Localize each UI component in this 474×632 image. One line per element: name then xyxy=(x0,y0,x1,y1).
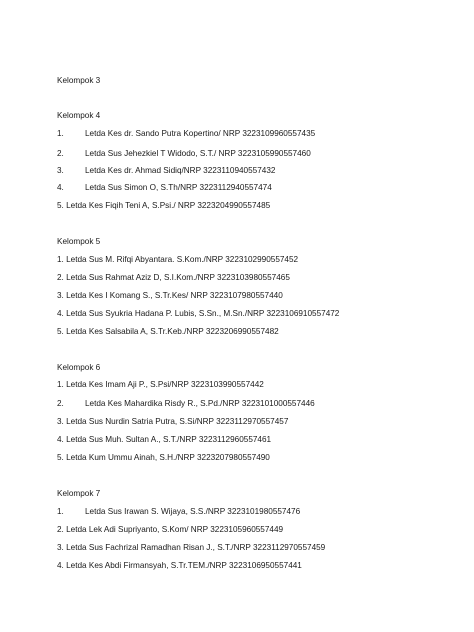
member-number: 4. xyxy=(57,183,64,192)
group-heading: Kelompok 3 xyxy=(57,76,101,85)
member-entry: 2. Letda Lek Adi Supriyanto, S.Kom/ NRP 3223105960557449 xyxy=(57,525,284,534)
member-entry: Letda Kes dr. Sando Putra Kopertino/ NRP 3223109960557435 xyxy=(85,129,316,138)
member-number: 3. xyxy=(57,166,64,175)
member-entry: 3. Letda Sus Fachrizal Ramadhan Risan J., S.T./NRP 3223112970557459 xyxy=(57,543,326,552)
member-entry: 1. Letda Kes Imam Aji P., S.Psi/NRP 3223103990557442 xyxy=(57,380,264,389)
member-entry: 4. Letda Sus Muh. Sultan A., S.T./NRP 3223112960557461 xyxy=(57,435,272,444)
member-number: 2. xyxy=(57,149,64,158)
member-number: 2. xyxy=(57,399,64,408)
member-number: 1. xyxy=(57,507,64,516)
group-heading: Kelompok 4 xyxy=(57,111,101,120)
member-entry: Letda Kes Mahardika Risdy R., S.Pd./NRP 3223101000557446 xyxy=(85,399,315,408)
member-entry: Letda Kes dr. Ahmad Sidiq/NRP 3223110940557432 xyxy=(85,166,276,175)
member-entry: Letda Sus Jehezkiel T Widodo, S.T./ NRP 3223105990557460 xyxy=(85,149,311,158)
group-heading: Kelompok 6 xyxy=(57,363,101,372)
member-entry: 4. Letda Sus Syukria Hadana P. Lubis, S.Sn., M.Sn./NRP 3223106910557472 xyxy=(57,309,340,318)
member-entry: Letda Sus Simon O, S.Th/NRP 3223112940557474 xyxy=(85,183,272,192)
member-entry: 5. Letda Kum Ummu Ainah, S.H./NRP 3223207980557490 xyxy=(57,453,270,462)
member-entry: 1. Letda Sus M. Rifqi Abyantara. S.Kom./NRP 3223102990557452 xyxy=(57,255,299,264)
member-entry: 2. Letda Sus Rahmat Aziz D, S.I.Kom./NRP 3223103980557465 xyxy=(57,273,290,282)
member-entry: Letda Sus Irawan S. Wijaya, S.S./NRP 3223101980557476 xyxy=(85,507,301,516)
member-number: 1. xyxy=(57,129,64,138)
member-entry: 3. Letda Sus Nurdin Satria Putra, S.Si/NRP 3223112970557457 xyxy=(57,417,289,426)
member-entry: 4. Letda Kes Abdi Firmansyah, S.Tr.TEM./NRP 3223106950557441 xyxy=(57,561,302,570)
member-entry: 5. Letda Kes Fiqih Teni A, S.Psi./ NRP 3223204990557485 xyxy=(57,201,271,210)
group-heading: Kelompok 5 xyxy=(57,237,101,246)
member-entry: 3. Letda Kes I Komang S., S.Tr.Kes/ NRP 3223107980557440 xyxy=(57,291,283,300)
member-entry: 5. Letda Kes Salsabila A, S.Tr.Keb./NRP 3223206990557482 xyxy=(57,327,279,336)
group-heading: Kelompok 7 xyxy=(57,489,101,498)
